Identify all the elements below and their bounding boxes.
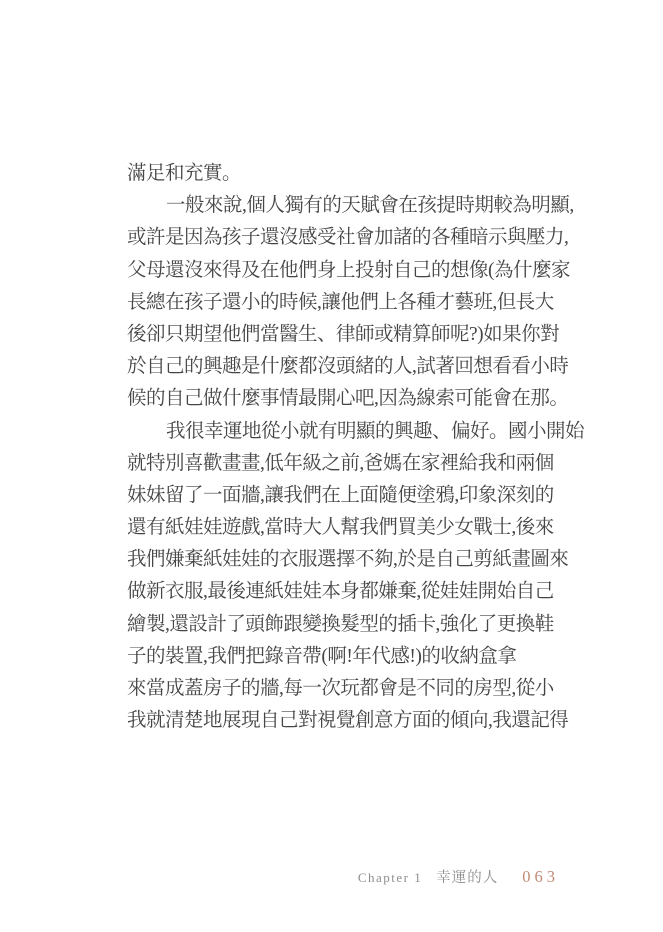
text-line: 滿足和充實。: [127, 163, 242, 184]
text-line: 後卻只期望他們當醫生、律師或精算師呢?)如果你對: [127, 323, 560, 345]
text-line: 或許是因為孩子還沒感受社會加諸的各種暗示與壓力,: [127, 227, 569, 249]
text-line: 繪製,還設計了頭飾跟變換髮型的插卡,強化了更換鞋: [127, 613, 554, 635]
text-line: 我們嫌棄紙娃娃的衣服選擇不夠,於是自己剪紙畫圖來: [127, 549, 569, 571]
text-line: 候的自己做什麼事情最開心吧,因為線索可能會在那。: [127, 388, 569, 410]
text-line: 做新衣服,最後連紙娃娃本身都嫌棄,從娃娃開始自己: [127, 581, 554, 603]
text-line: 長總在孩子還小的時候,讓他們上各種才藝班,但長大: [127, 291, 554, 313]
page-footer: [127, 866, 559, 887]
chapter-label: Chapter 1: [357, 870, 423, 885]
text-line: 還有紙娃娃遊戲,當時大人幫我們買美少女戰士,後來: [127, 517, 554, 539]
text-line: 就特別喜歡畫畫,低年級之前,爸媽在家裡給我和兩個: [127, 452, 554, 474]
text-line: 一般來說,個人獨有的天賦會在孩提時期較為明顯,: [166, 195, 574, 217]
chapter-title: 幸運的人: [436, 870, 499, 886]
text-line: 妹妹留了一面牆,讓我們在上面隨便塗鴉,印象深刻的: [127, 484, 554, 506]
page-number: 063: [522, 867, 559, 886]
text-line: 來當成蓋房子的牆,每一次玩都會是不同的房型,從小: [127, 678, 554, 699]
text-line: 子的裝置,我們把錄音帶(啊!年代感!)的收納盒拿: [127, 645, 517, 667]
text-line: 於自己的興趣是什麼都沒頭緒的人,試著回想看看小時: [127, 356, 569, 378]
text-line: 父母還沒來得及在他們身上投射自己的想像(為什麼家: [127, 259, 570, 281]
text-line: 我很幸運地從小就有明顯的興趣、偏好。國小開始: [166, 420, 585, 442]
body-text: [127, 158, 585, 737]
text-line: 我就清楚地展現自己對視覺創意方面的傾向,我還記得: [127, 710, 569, 732]
